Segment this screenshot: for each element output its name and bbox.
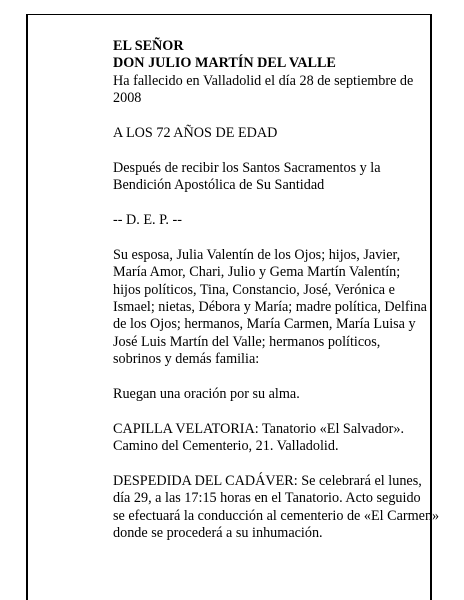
death-announcement <box>113 73 431 108</box>
family-paragraph <box>113 247 431 369</box>
sacraments-line: Bendición Apostólica de Su Santidad <box>113 177 325 194</box>
death-line: Ha fallecido en Valladolid el día 28 de septiembre de <box>113 72 414 89</box>
farewell-line: donde se procederá a su inhumación. <box>113 525 323 542</box>
farewell-line: se efectuará la conducción al cementerio de «El Carmen» <box>113 507 440 524</box>
notice-title-line-2: DON JULIO MARTÍN DEL VALLE <box>113 55 336 72</box>
border-top <box>26 14 432 15</box>
farewell-paragraph <box>113 473 440 543</box>
farewell-line: día 29, a las 17:15 horas en el Tanatorio. Acto seguido <box>113 490 421 507</box>
family-line: José Luis Martín del Valle; hermanos políticos, <box>113 333 381 350</box>
prayer-line: Ruegan una oración por su alma. <box>113 386 300 403</box>
age-line: A LOS 72 AÑOS DE EDAD <box>113 125 278 142</box>
notice-title-line-1: EL SEÑOR <box>113 38 184 54</box>
obituary-notice <box>113 38 440 560</box>
family-line: Su esposa, Julia Valentín de los Ojos; hijos, Javier, <box>113 246 401 263</box>
family-line: María Amor, Chari, Julio y Gema Martín Valentín; <box>113 264 401 281</box>
family-line: de los Ojos; hermanos, María Carmen, María Luisa y <box>113 316 416 333</box>
farewell-line: DESPEDIDA DEL CADÁVER: Se celebrará el lunes, <box>113 473 422 490</box>
chapel-line: Camino del Cementerio, 21. Valladolid. <box>113 438 339 455</box>
chapel-line: CAPILLA VELATORIA: Tanatorio «El Salvador». <box>113 420 405 437</box>
death-line: 2008 <box>113 90 142 107</box>
sacraments-line: Después de recibir los Santos Sacramentos y la <box>113 159 381 176</box>
family-line: sobrinos y demás familia: <box>113 351 260 368</box>
rip-line: -- D. E. P. -- <box>113 212 182 229</box>
border-left <box>26 14 28 600</box>
sacraments-paragraph <box>113 160 431 195</box>
family-line: Ismael; nietas, Débora y María; madre política, Delfina <box>113 299 427 316</box>
family-line: hijos políticos, Tina, Constancio, José, Verónica e <box>113 281 395 298</box>
chapel-paragraph <box>113 421 431 456</box>
